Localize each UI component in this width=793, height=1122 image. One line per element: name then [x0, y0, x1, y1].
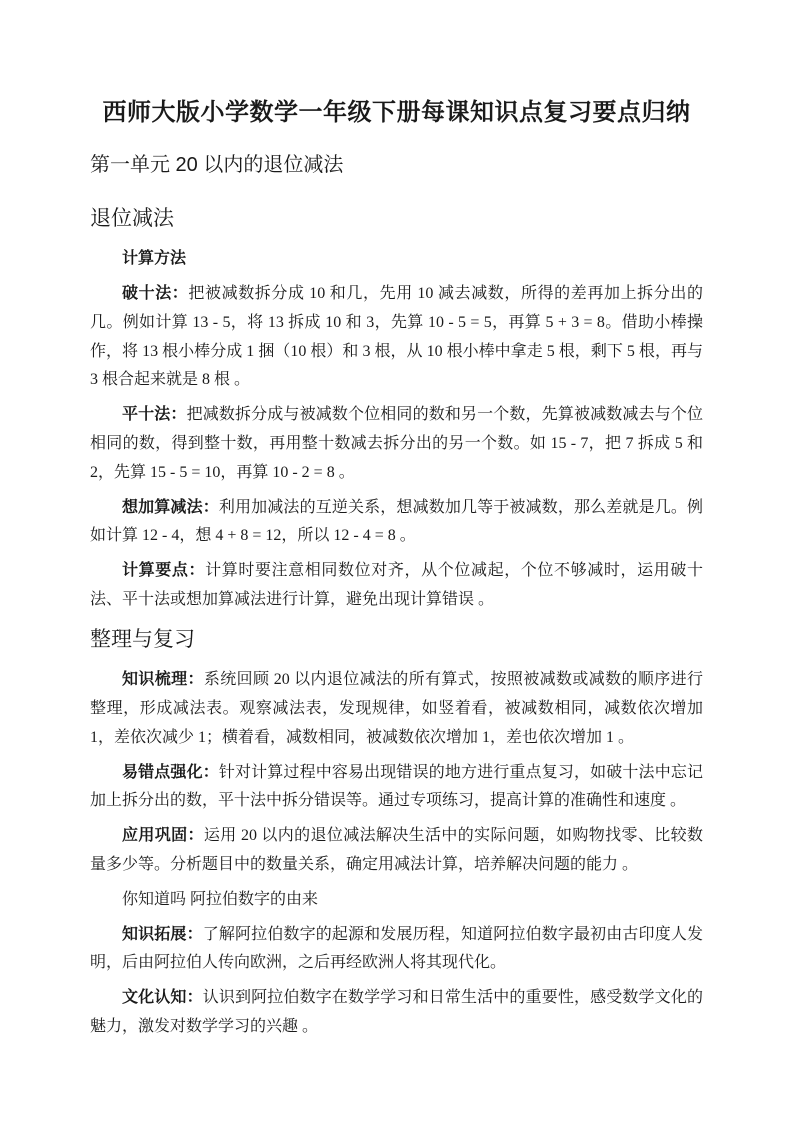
section-heading-review-and-organize: 整理与复习: [90, 627, 195, 651]
section-borrow-subtraction: [90, 205, 703, 615]
section-review-and-organize: [90, 626, 703, 1042]
paragraph-application-consolidation: [90, 822, 703, 880]
paragraph-did-you-know-note: [90, 886, 703, 915]
paragraph-text: 认识到阿拉伯数字在数学学习和日常生活中的重要性，感受数学文化的魅力，激发对数学学习的兴趣 。: [90, 989, 703, 1035]
paragraph-text: 系统回顾 20 以内退位减法的所有算式，按照被减数或减数的顺序进行整理，形成减法表。观察减法表，发现规律，如竖着看，被减数相同，减数依次增加 1，差依次减少 1；横着看，减数相同，被减数依次增加 1，差也依次增加 1 。: [90, 671, 703, 746]
subsection-label-calculation-methods: 计算方法: [122, 250, 187, 268]
paragraph-label: 易错点强化：: [122, 763, 219, 781]
paragraph-break-ten-method: [90, 280, 703, 395]
paragraph-text: 你知道吗 阿拉伯数字的由来: [122, 890, 319, 908]
paragraph-label: 平十法：: [122, 406, 187, 424]
paragraph-label: 破十法：: [122, 285, 189, 303]
paragraph-label: 文化认知：: [122, 989, 203, 1007]
paragraph-knowledge-organization: [90, 666, 703, 752]
section-heading-borrow-subtraction: 退位减法: [90, 207, 174, 230]
paragraph-text: 把被减数拆分成 10 和几，先用 10 减去减数，所得的差再加上拆分出的几。例如计算 13 - 5，将 13 拆成 10 和 3，先算 10 - 5 = 5，再算 5 + 3 = 8。借助小棒操作，将 13 根小棒分成 1 捆（10 根）和 3 根，从 10 根小棒中拿走 5 根，剩下 5 根，再与 3 根合起来就是 8 根 。: [90, 285, 703, 389]
paragraph-label: 应用巩固：: [122, 827, 204, 845]
unit-heading: 第一单元 20 以内的退位减法: [90, 154, 344, 176]
paragraph-text: 利用加减法的互逆关系，想减数加几等于被减数，那么差就是几。例如计算 12 - 4，想 4 + 8 = 12，所以 12 - 4 = 8 。: [90, 498, 703, 545]
paragraph-text: 计算时要注意相同数位对齐，从个位减起，个位不够减时，运用破十法、平十法或想加算减法进行计算，避免出现计算错误 。: [90, 562, 703, 609]
paragraph-text: 把减数拆分成与被减数个位相同的数和另一个数，先算被减数减去与个位相同的数，得到整十数，再用整十数减去拆分出的另一个数。如 15 - 7，把 7 拆成 5 和 2，先算 15 - 5 = 10，再算 10 - 2 = 8 。: [90, 406, 703, 481]
paragraph-label: 知识梳理：: [122, 671, 204, 689]
paragraph-label: 想加算减法：: [122, 498, 219, 516]
paragraph-text: 运用 20 以内的退位减法解决生活中的实际问题，如购物找零、比较数量多少等。分析题目中的数量关系，确定用减法计算，培养解决问题的能力 。: [90, 827, 703, 873]
document-title: 西师大版小学数学一年级下册每课知识点复习要点归纳: [102, 99, 691, 126]
paragraph-error-prone-points: [90, 759, 703, 817]
paragraph-text: 了解阿拉伯数字的起源和发展历程，知道阿拉伯数字最初由古印度人发明，后由阿拉伯人传向欧洲，之后再经欧洲人将其现代化。: [90, 925, 703, 972]
paragraph-label: 知识拓展：: [122, 925, 203, 943]
paragraph-cultural-cognition: [90, 984, 703, 1042]
paragraph-knowledge-expansion: [90, 921, 703, 979]
paragraph-think-addition-method: [90, 494, 703, 552]
paragraph-label: 计算要点：: [122, 562, 206, 580]
paragraph-level-ten-method: [90, 401, 703, 487]
paragraph-calculation-key-points: [90, 557, 703, 615]
paragraph-text: 针对计算过程中容易出现错误的地方进行重点复习，如破十法中忘记加上拆分出的数，平十法中拆分错误等。通过专项练习，提高计算的准确性和速度 。: [90, 763, 703, 810]
